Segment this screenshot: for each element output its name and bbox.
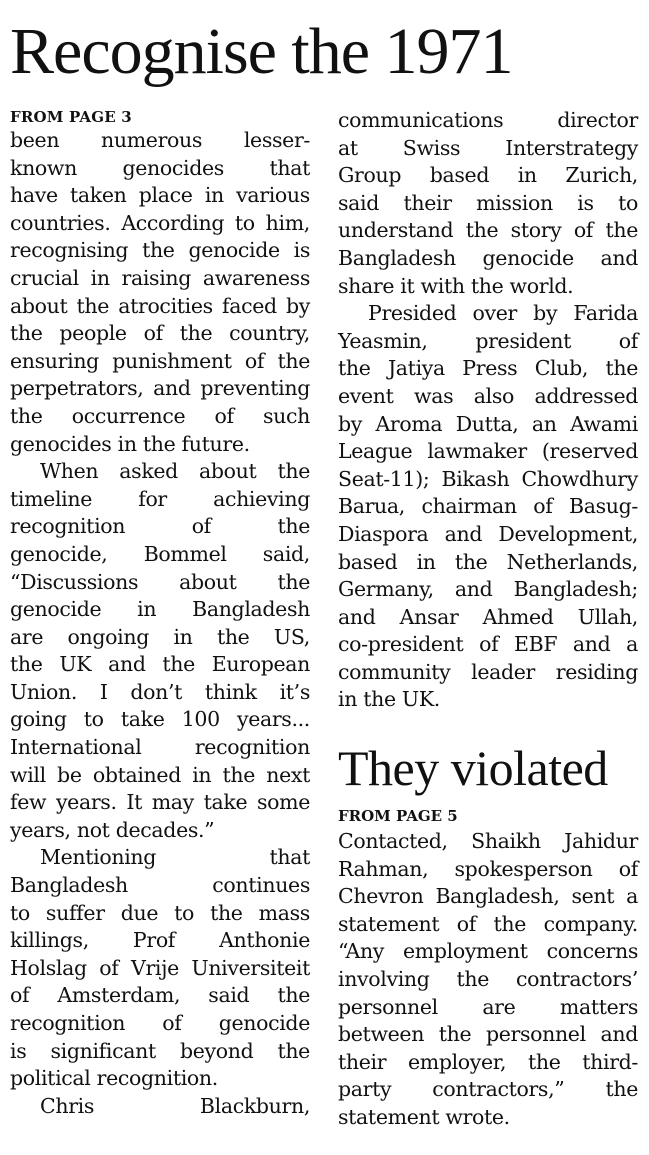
text-line: based in the Netherlands, xyxy=(338,549,638,574)
text-line: the occurrence of such xyxy=(10,403,310,428)
text-line: co-president of EBF and a xyxy=(338,632,638,657)
text-line: Germany, and Bangladesh; xyxy=(338,577,638,602)
text-line: years, not decades.” xyxy=(10,817,215,842)
text-line: few years. It may take some xyxy=(10,790,310,815)
right-column xyxy=(338,107,638,1132)
text-line: will be obtained in the next xyxy=(10,762,310,787)
text-line: political recognition. xyxy=(10,1066,218,1091)
text-line: Presided over by Farida xyxy=(368,301,638,326)
text-line: genocide in Bangladesh xyxy=(10,597,310,622)
text-line: by Aroma Dutta, an Awami xyxy=(338,411,638,436)
text-line: to suffer due to the mass xyxy=(10,900,310,925)
text-line: Barua, chairman of Basug- xyxy=(338,494,638,519)
text-line: Union. I don’t think it’s xyxy=(10,679,310,704)
text-line: said their mission is to xyxy=(338,190,638,215)
text-line: share it with the world. xyxy=(338,273,574,298)
left-body xyxy=(10,127,310,1120)
text-line: statement of the company. xyxy=(338,911,638,936)
text-line: understand the story of the xyxy=(338,218,638,243)
text-line: Contacted, Shaikh Jahidur xyxy=(338,829,638,854)
text-line: going to take 100 years... xyxy=(10,707,310,732)
text-line: crucial in raising awareness xyxy=(10,265,310,290)
text-line: event was also addressed xyxy=(338,383,638,408)
text-line: ensuring punishment of the xyxy=(10,348,310,373)
text-line: of Amsterdam, said the xyxy=(10,983,310,1008)
text-line: Bangladesh genocide and xyxy=(338,245,638,270)
kicker-from-page-5: FROM PAGE 5 xyxy=(338,807,458,826)
text-line: Yeasmin, president of xyxy=(338,328,638,353)
text-line: and Ansar Ahmed Ullah, xyxy=(338,604,638,629)
text-line: is significant beyond the xyxy=(10,1038,310,1063)
text-line: Bangladesh continues xyxy=(10,873,310,898)
text-line: Diaspora and Development, xyxy=(338,521,638,546)
text-line: Chris Blackburn, xyxy=(40,1093,310,1118)
text-line: recognition of genocide xyxy=(10,1011,310,1035)
text-line: genocides in the future. xyxy=(10,431,250,456)
text-line: communications director xyxy=(338,108,638,132)
text-line: personnel are matters xyxy=(338,994,638,1019)
text-line: killings, Prof Anthonie xyxy=(10,928,310,953)
text-line: in the UK. xyxy=(338,687,440,712)
text-line: have taken place in various xyxy=(10,183,310,208)
text-line: Chevron Bangladesh, sent a xyxy=(338,884,638,909)
text-line: genocide, Bommel said, xyxy=(10,541,310,566)
text-line: at Swiss Interstrategy xyxy=(338,135,638,160)
text-line: involving the contractors’ xyxy=(338,967,638,992)
left-column xyxy=(10,107,310,1120)
text-line: the people of the country, xyxy=(10,321,310,346)
text-line: countries. According to him, xyxy=(10,210,310,235)
text-line: International recognition xyxy=(10,735,310,760)
text-line: League lawmaker (reserved xyxy=(338,439,638,464)
text-line: perpetrators, and preventing xyxy=(10,376,310,401)
text-line: Holslag of Vrije Universiteit xyxy=(10,955,310,980)
text-line: “Discussions about the xyxy=(10,569,310,594)
text-line: recognising the genocide is xyxy=(10,238,310,263)
text-line: Rahman, spokesperson of xyxy=(338,856,638,881)
text-line: statement wrote. xyxy=(338,1105,510,1129)
second-story-body xyxy=(338,828,638,1132)
text-line: Group based in Zurich, xyxy=(338,163,638,188)
text-line: are ongoing in the US, xyxy=(10,624,310,649)
text-line: recognition of the xyxy=(10,514,310,539)
text-line: been numerous lesser- xyxy=(10,128,310,152)
text-line: the UK and the European xyxy=(10,652,310,677)
headline: Recognise the 1971 xyxy=(10,15,513,88)
text-line: known genocides that xyxy=(10,155,310,180)
text-line: community leader residing xyxy=(338,659,638,684)
second-story-headline: They violated xyxy=(338,740,608,797)
text-line: Mentioning that xyxy=(40,845,310,870)
text-line: “Any employment concerns xyxy=(338,939,638,964)
text-line: about the atrocities faced by xyxy=(10,293,310,318)
text-line: their employer, the third- xyxy=(338,1049,638,1074)
text-line: Seat-11); Bikash Chowdhury xyxy=(338,466,638,491)
text-line: party contractors,” the xyxy=(338,1077,638,1102)
text-line: timeline for achieving xyxy=(10,486,310,511)
kicker-from-page-3: FROM PAGE 3 xyxy=(10,108,132,126)
text-line: When asked about the xyxy=(40,459,310,484)
right-body xyxy=(338,107,638,714)
text-line: between the personnel and xyxy=(338,1022,638,1047)
text-line: the Jatiya Press Club, the xyxy=(338,356,638,381)
